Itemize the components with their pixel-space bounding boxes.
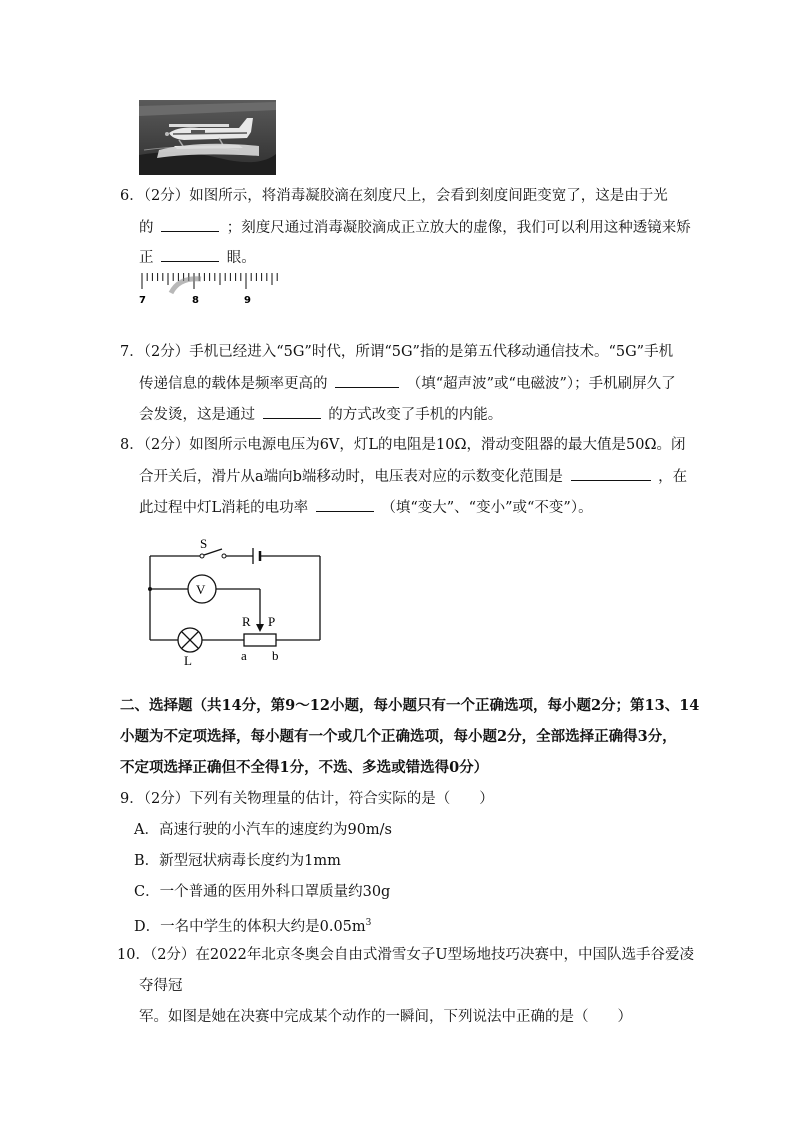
answer-blank[interactable] <box>571 466 651 481</box>
q8-line2 <box>139 466 687 487</box>
rheostat-label-r: R <box>242 614 251 629</box>
answer-blank[interactable] <box>161 247 219 262</box>
q9-option-a[interactable]: A．高速行驶的小汽车的速度约为90m/s <box>134 822 392 838</box>
q6-line1: 6．（2分）如图所示，将消毒凝胶滴在刻度尺上，会看到刻度间距变宽了，这是由于光 <box>120 188 668 204</box>
q9-option-c[interactable]: C．一个普通的医用外科口罩质量约30g <box>134 884 391 900</box>
q6-line2b: ；刻度尺通过消毒凝胶滴成正立放大的虚像，我们可以利用这种透镜来矫 <box>226 220 691 236</box>
ruler-svg <box>139 273 279 307</box>
q9-stem: 9．（2分）下列有关物理量的估计，符合实际的是（ ） <box>120 791 494 807</box>
q6-line2 <box>139 217 691 238</box>
q9-option-d-text: D．一名中学生的体积大约是0.05m <box>134 918 366 935</box>
q7-line2b: （填“超声波”或“电磁波”）；手机刷屏久了 <box>406 376 676 392</box>
q9-option-b[interactable]: B．新型冠状病毒长度约为1mm <box>134 853 341 869</box>
end-label-b: b <box>272 648 279 663</box>
q7-line2a: 传递信息的载体是频率更高的 <box>139 376 328 392</box>
slider-label-p: P <box>268 614 276 629</box>
switch-label-s: S <box>200 536 208 551</box>
circuit-diagram <box>140 536 330 668</box>
ruler-figure <box>139 273 279 307</box>
q7-line2 <box>139 373 676 394</box>
q6-line3 <box>139 247 256 268</box>
q9-option-d[interactable] <box>134 913 371 937</box>
q6-line3b: 眼。 <box>226 250 256 266</box>
lamp-label-l: L <box>184 653 192 668</box>
q7-line1: 7．（2分）手机已经进入“5G”时代，所谓“5G”指的是第五代移动通信技术。“5G”手机 <box>120 344 674 360</box>
q10-line2: 夺得冠 <box>139 978 183 994</box>
ruler-label-9: 9 <box>244 295 251 306</box>
q8-line2b: ，在 <box>658 469 688 485</box>
answer-blank[interactable] <box>161 217 219 232</box>
section2-line2: 小题为不定项选择，每小题有一个或几个正确选项，每小题2分，全部选择正确得3分， <box>120 728 677 745</box>
answer-blank[interactable] <box>335 373 399 388</box>
ruler-label-8: 8 <box>192 295 199 306</box>
q8-line3a: 此过程中灯L消耗的电功率 <box>139 500 309 516</box>
q10-line3: 军。如图是她在决赛中完成某个动作的一瞬间，下列说法中正确的是（ ） <box>139 1009 632 1025</box>
q7-line3a: 会发烫，这是通过 <box>139 407 255 423</box>
q8-line3 <box>139 497 593 518</box>
ruler-label-7: 7 <box>139 295 146 306</box>
q7-line3 <box>139 404 502 425</box>
section2-line3: 不定项选择正确但不全得1分，不选、多选或错选得0分） <box>120 759 489 776</box>
voltmeter-label-v: V <box>196 582 206 597</box>
end-label-a: a <box>241 648 247 663</box>
q6-line2a: 的 <box>139 220 154 236</box>
q8-line3b: （填“变大”、“变小”或“不变”）。 <box>381 500 593 516</box>
q10-line1: 10．（2分）在2022年北京冬奥会自由式滑雪女子U型场地技巧决赛中，中国队选手谷爱凌 <box>117 947 695 963</box>
q8-line2a: 合开关后，滑片从a端向b端移动时，电压表对应的示数变化范围是 <box>139 469 563 485</box>
answer-blank[interactable] <box>263 404 321 419</box>
q9-option-d-exponent: 3 <box>365 918 372 928</box>
seaplane-photo <box>139 100 276 175</box>
q7-line3b: 的方式改变了手机的内能。 <box>328 407 503 423</box>
section2-line1: 二、选择题（共14分，第9～12小题，每小题只有一个正确选项，每小题2分；第13、14 <box>120 697 700 714</box>
answer-blank[interactable] <box>316 497 374 512</box>
q6-line3a: 正 <box>139 250 154 266</box>
q8-line1: 8．（2分）如图所示电源电压为6V，灯L的电阻是10Ω，滑动变阻器的最大值是50Ω。闭 <box>120 437 686 453</box>
